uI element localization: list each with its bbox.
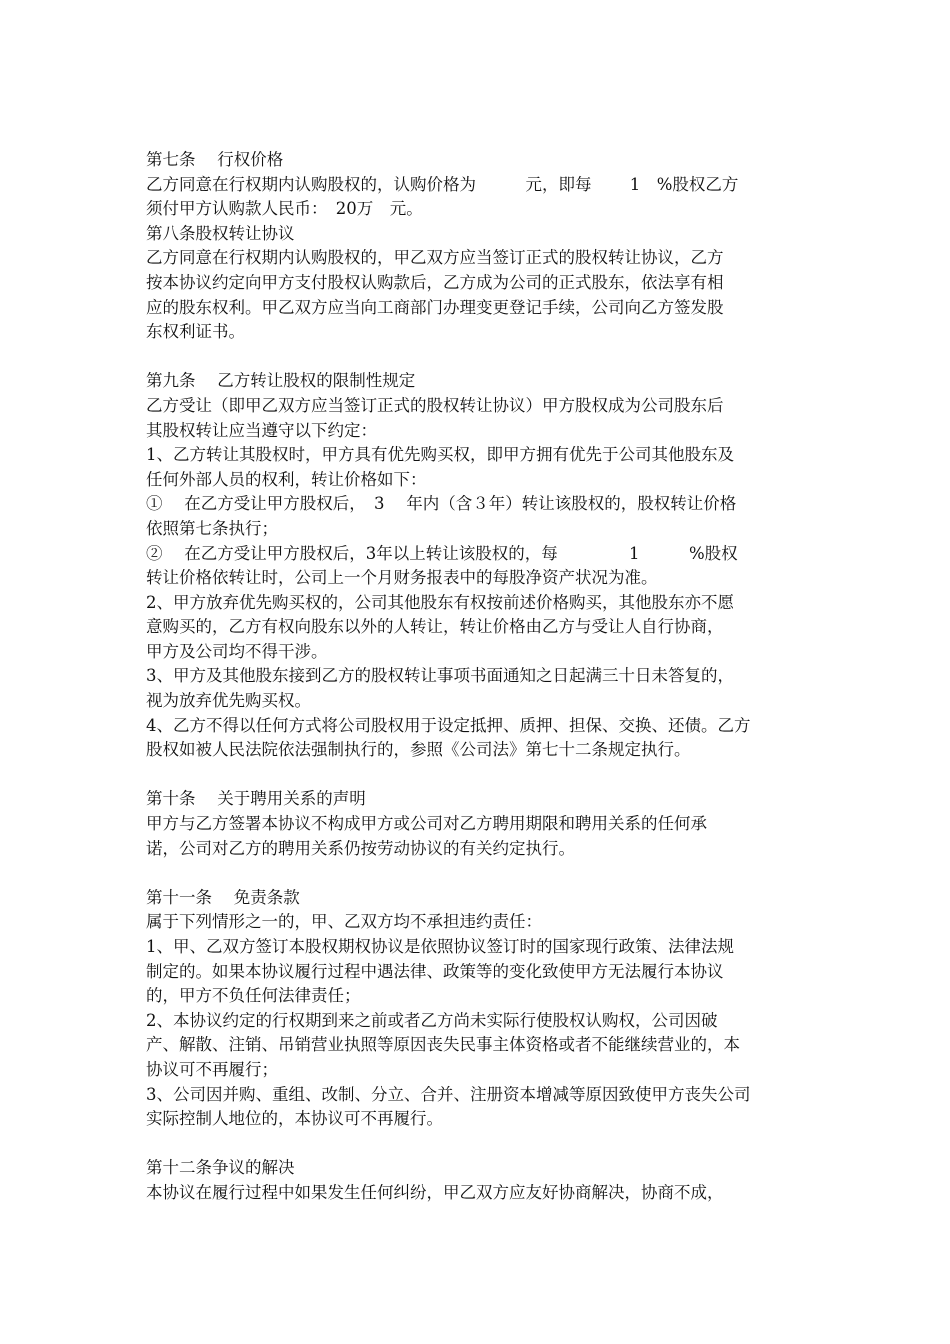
text-line: ② 在乙方受让甲方股权后，3年以上转让该股权的，每 1 %股权 <box>146 543 738 563</box>
text-line: 4、乙方不得以任何方式将公司股权用于设定抵押、质押、担保、交换、还债。乙方 <box>146 715 751 735</box>
text-line: 依照第七条执行； <box>146 518 278 538</box>
text-line: 应的股东权利。甲乙双方应当向工商部门办理变更登记手续，公司向乙方签发股 <box>146 297 724 317</box>
blank-line <box>146 763 826 788</box>
text-line: 3、甲方及其他股东接到乙方的股权转让事项书面通知之日起满三十日未答复的， <box>146 666 734 686</box>
text-line: 股权如被人民法院依法强制执行的，参照《公司法》第七十二条规定执行。 <box>146 740 691 760</box>
text-line: 按本协议约定向甲方支付股权认购款后，乙方成为公司的正式股东，依法享有相 <box>146 272 724 292</box>
text-line: 制定的。如果本协议履行过程中遇法律、政策等的变化致使甲方无法履行本协议 <box>146 961 724 981</box>
text-line: ① 在乙方受让甲方股权后， 3 年内（含３年）转让该股权的，股权转让价格 <box>146 494 737 514</box>
text-line: 乙方同意在行权期内认购股权的，甲乙双方应当签订正式的股权转让协议，乙方 <box>146 248 724 268</box>
text-line: 转让价格依转让时，公司上一个月财务报表中的每股净资产状况为准。 <box>146 568 658 588</box>
text-line: 1、甲、乙双方签订本股权期权协议是依照协议签订时的国家现行政策、法律法规 <box>146 937 734 956</box>
text-line: 第十二条争议的解决 <box>146 1158 295 1178</box>
text-line: 产、解散、注销、吊销营业执照等原因丧失民事主体资格或者不能继续营业的，本 <box>146 1035 740 1055</box>
text-line: 本协议在履行过程中如果发生任何纠纷，甲乙双方应友好协商解决，协商不成， <box>146 1182 724 1202</box>
text-line: 乙方受让（即甲乙双方应当签订正式的股权转让协议）甲方股权成为公司股东后 <box>146 395 724 415</box>
text-line: 其股权转让应当遵守以下约定： <box>146 420 377 440</box>
text-line: 第八条股权转让协议 <box>146 223 295 243</box>
text-line: 甲方及公司均不得干涉。 <box>146 641 328 661</box>
text-line: 第十条 关于聘用关系的声明 <box>146 789 366 809</box>
text-line: 甲方与乙方签署本协议不构成甲方或公司对乙方聘用期限和聘用关系的任何承 <box>146 814 707 834</box>
text-line: 的，甲方不负任何法律责任； <box>146 986 361 1006</box>
text-line: 3、公司因并购、重组、改制、分立、合并、注册资本增减等原因致使甲方丧失公司 <box>146 1084 751 1104</box>
text-line: 第七条 行权价格 <box>146 150 284 169</box>
text-line: 乙方同意在行权期内认购股权的，认购价格为 元，即每 1 %股权乙方 <box>146 174 739 194</box>
text-line: 视为放弃优先购买权。 <box>146 691 311 711</box>
blank-line <box>146 345 826 370</box>
text-line: 2、本协议约定的行权期到来之前或者乙方尚未实际行使股权认购权，公司因破 <box>146 1010 718 1030</box>
text-line: 属于下列情形之一的，甲、乙双方均不承担违约责任： <box>146 912 542 932</box>
blank-line <box>146 1132 826 1157</box>
text-line: 第九条 乙方转让股权的限制性规定 <box>146 371 416 391</box>
text-line: 东权利证书。 <box>146 322 245 342</box>
text-line: 实际控制人地位的，本协议可不再履行。 <box>146 1109 443 1129</box>
text-line: 意购买的，乙方有权向股东以外的人转让，转让价格由乙方与受让人自行协商， <box>146 617 724 637</box>
text-line: 2、甲方放弃优先购买权的，公司其他股东有权按前述价格购买，其他股东亦不愿 <box>146 592 734 612</box>
text-line: 须付甲方认购款人民币： 20万 元。 <box>146 199 423 219</box>
text-line: 诺，公司对乙方的聘用关系仍按劳动协议的有关约定执行。 <box>146 838 575 858</box>
document-body <box>146 148 826 1206</box>
text-line: 第十一条 免责条款 <box>146 887 300 907</box>
blank-line <box>146 861 826 886</box>
text-line: 任何外部人员的权利，转让价格如下： <box>146 469 427 489</box>
text-line: 1、乙方转让其股权时，甲方具有优先购买权，即甲方拥有优先于公司其他股东及 <box>146 445 734 465</box>
text-line: 协议可不再履行； <box>146 1059 278 1079</box>
